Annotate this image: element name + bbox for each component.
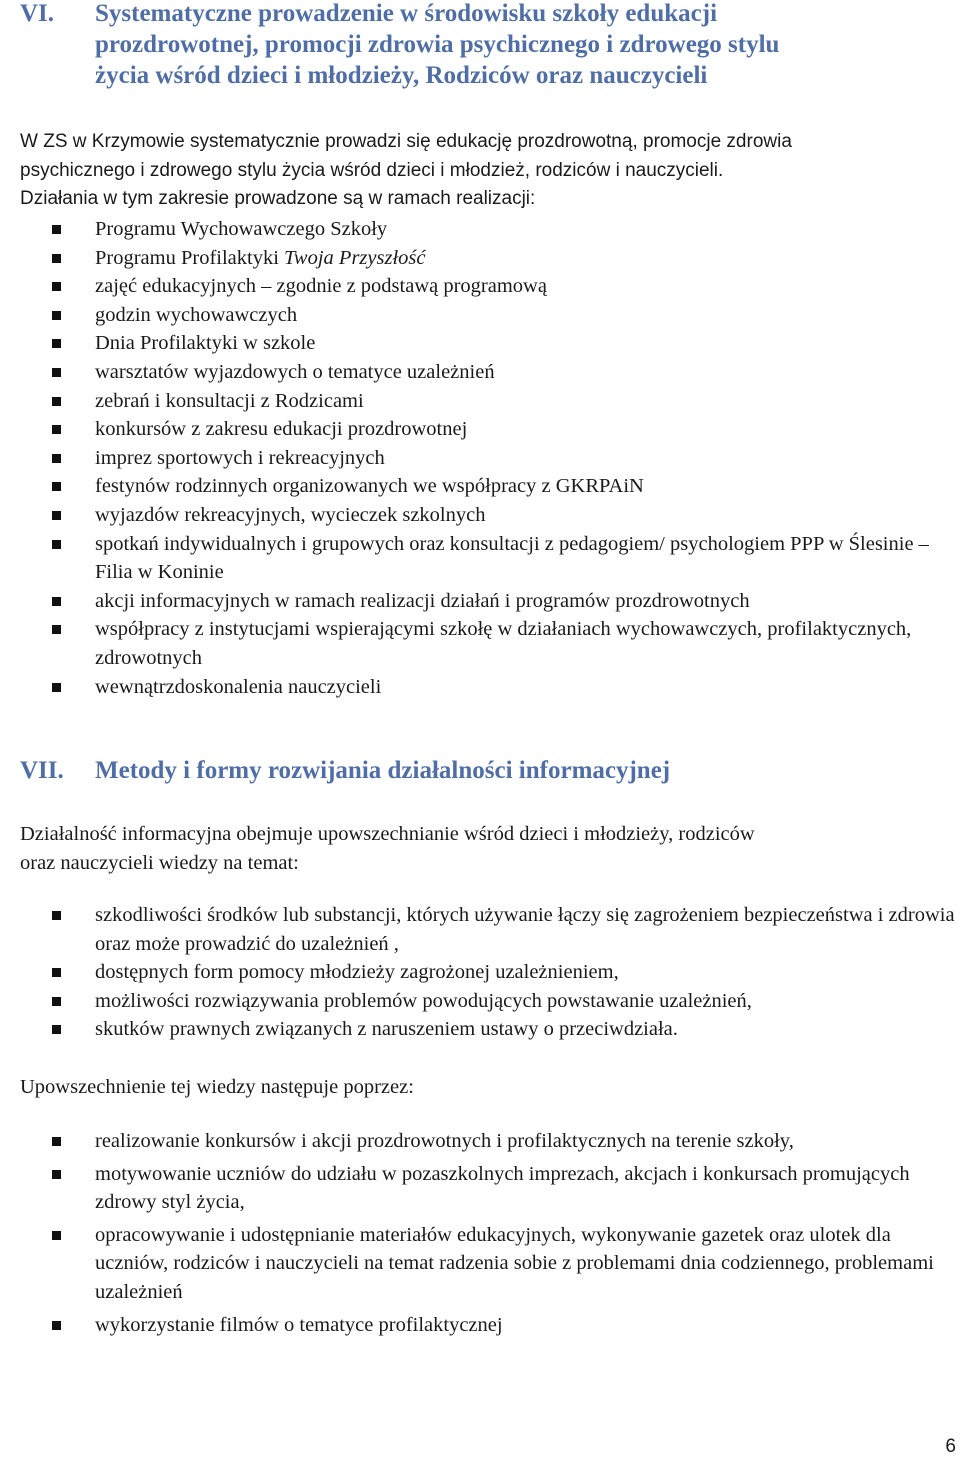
- program-name-italic: Twoja Przyszłość: [284, 246, 426, 269]
- list-item: wykorzystanie filmów o tematyce profilaktycznej: [52, 1311, 957, 1340]
- bullet-square-icon: [52, 368, 61, 377]
- bullet-square-icon: [52, 454, 61, 463]
- bullet-square-icon: [52, 683, 61, 692]
- list-item: zebrań i konsultacji z Rodzicami: [52, 387, 957, 416]
- bullet-square-icon: [52, 1025, 61, 1034]
- bullet-square-icon: [52, 625, 61, 634]
- section-7-topics-list: [52, 901, 957, 1044]
- bullet-square-icon: [52, 968, 61, 977]
- section-7-methods-list: [52, 1127, 957, 1343]
- list-item: akcji informacyjnych w ramach realizacji działań i programów prozdrowotnych: [52, 587, 957, 616]
- list-item: zajęć edukacyjnych – zgodnie z podstawą programową: [52, 272, 957, 301]
- list-item: wewnątrzdoskonalenia nauczycieli: [52, 673, 957, 702]
- bullet-square-icon: [52, 254, 61, 263]
- bullet-square-icon: [52, 482, 61, 491]
- list-item: realizowanie konkursów i akcji prozdrowotnych i profilaktycznych na terenie szkoły,: [52, 1127, 957, 1156]
- list-item: Programu Profilaktyki Twoja Przyszłość: [52, 244, 957, 273]
- page-number: 6: [945, 1436, 956, 1457]
- list-item: imprez sportowych i rekreacyjnych: [52, 444, 957, 473]
- list-item: dostępnych form pomocy młodzieży zagrożonej uzależnieniem,: [52, 958, 957, 987]
- section-7-intro: [20, 820, 950, 877]
- bullet-square-icon: [52, 282, 61, 291]
- section-6-list: [52, 215, 957, 701]
- bullet-square-icon: [52, 397, 61, 406]
- bullet-square-icon: [52, 1321, 61, 1330]
- bullet-square-icon: [52, 1137, 61, 1146]
- bullet-square-icon: [52, 339, 61, 348]
- section-7-number: VII.: [20, 757, 64, 784]
- list-item: Dnia Profilaktyki w szkole: [52, 329, 957, 358]
- list-item: opracowywanie i udostępnianie materiałów edukacyjnych, wykonywanie gazetek oraz ulotek dla uczniów, rodziców i nauczycieli na temat radzenia sobie z problemami dnia codziennego, problemami uzależnień: [52, 1221, 957, 1307]
- list-item: możliwości rozwiązywania problemów powodujących powstawanie uzależnień,: [52, 987, 957, 1016]
- list-item: warsztatów wyjazdowych o tematyce uzależnień: [52, 358, 957, 387]
- list-item: godzin wychowawczych: [52, 301, 957, 330]
- section-6-title-line: Systematyczne prowadzenie w środowisku szkoły edukacji: [95, 0, 718, 27]
- list-item: konkursów z zakresu edukacji prozdrowotnej: [52, 415, 957, 444]
- section-6-title-line: życia wśród dzieci i młodzieży, Rodziców oraz nauczycieli: [95, 62, 708, 89]
- section-7-intro-line: Działalność informacyjna obejmuje upowszechnianie wśród dzieci i młodzieży, rodziców: [20, 823, 755, 845]
- section-6-intro: [20, 128, 950, 214]
- list-item: skutków prawnych związanych z naruszeniem ustawy o przeciwdziała.: [52, 1015, 957, 1044]
- section-6-intro-line: Działania w tym zakresie prowadzone są w ramach realizacji:: [20, 188, 536, 210]
- list-item: festynów rodzinnych organizowanych we współpracy z GKRPAiN: [52, 472, 957, 501]
- section-7-title: Metody i formy rozwijania działalności informacyjnej: [95, 757, 671, 784]
- bullet-square-icon: [52, 1231, 61, 1240]
- list-item: wyjazdów rekreacyjnych, wycieczek szkolnych: [52, 501, 957, 530]
- list-item: współpracy z instytucjami wspierającymi szkołę w działaniach wychowawczych, profilaktycznych, zdrowotnych: [52, 615, 957, 672]
- spread-intro: Upowszechnienie tej wiedzy następuje poprzez:: [20, 1076, 414, 1098]
- bullet-square-icon: [52, 997, 61, 1006]
- list-item: szkodliwości środków lub substancji, których używanie łączy się zagrożeniem bezpieczeństwa i zdrowia oraz może prowadzić do uzależnień ,: [52, 901, 957, 958]
- bullet-square-icon: [52, 1170, 61, 1179]
- section-7-intro-line: oraz nauczycieli wiedzy na temat:: [20, 851, 299, 874]
- list-item: spotkań indywidualnych i grupowych oraz konsultacji z pedagogiem/ psychologiem PPP w Ślesinie – Filia w Koninie: [52, 530, 957, 587]
- section-6-number: VI.: [20, 0, 55, 27]
- list-item: motywowanie uczniów do udziału w pozaszkolnych imprezach, akcjach i konkursach promujących zdrowy styl życia,: [52, 1160, 957, 1217]
- bullet-square-icon: [52, 597, 61, 606]
- section-6-title-line: prozdrowotnej, promocji zdrowia psychicznego i zdrowego stylu: [95, 31, 780, 58]
- section-6-intro-line: W ZS w Krzymowie systematycznie prowadzi się edukację prozdrowotną, promocje zdrowia: [20, 131, 792, 152]
- bullet-square-icon: [52, 540, 61, 549]
- section-6-intro-line: psychicznego i zdrowego stylu życia wśród dzieci i młodzież, rodziców i nauczycieli.: [20, 159, 724, 181]
- bullet-square-icon: [52, 511, 61, 520]
- bullet-square-icon: [52, 225, 61, 234]
- section-6-title: [95, 0, 955, 91]
- bullet-square-icon: [52, 911, 61, 920]
- bullet-square-icon: [52, 311, 61, 320]
- list-item: Programu Wychowawczego Szkoły: [52, 215, 957, 244]
- bullet-square-icon: [52, 425, 61, 434]
